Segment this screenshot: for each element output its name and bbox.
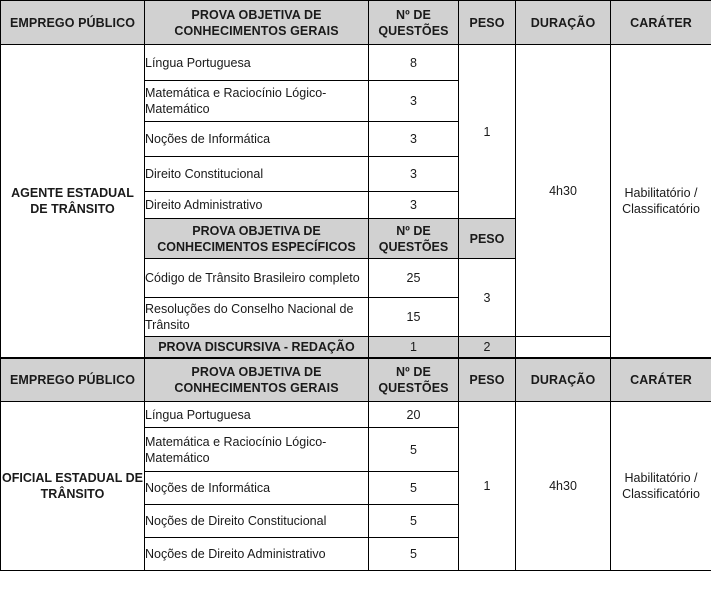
header-duracao: DURAÇÃO — [516, 1, 611, 45]
cell-questoes: 15 — [369, 298, 459, 337]
cell-questoes: 3 — [369, 81, 459, 122]
header-prova-conhecimentos-gerais: PROVA OBJETIVA DE CONHECIMENTOS GERAIS — [145, 1, 369, 45]
cell-subject: Código de Trânsito Brasileiro completo — [145, 259, 369, 298]
cell-subject: Noções de Direito Administrativo — [145, 538, 369, 571]
cell-subject: Língua Portuguesa — [145, 45, 369, 81]
cell-carater: Habilitatório / Classificatório — [611, 45, 711, 358]
cell-questoes: 5 — [369, 538, 459, 571]
cell-subject: Direito Administrativo — [145, 192, 369, 219]
table-header-row — [1, 1, 711, 45]
cell-carater: Habilitatório / Classificatório — [611, 402, 711, 571]
header-numero-questoes: Nº DE QUESTÕES — [369, 1, 459, 45]
cell-subject: Direito Constitucional — [145, 157, 369, 192]
subheader-numero-questoes: Nº DE QUESTÕES — [369, 219, 459, 259]
cell-questoes: 25 — [369, 259, 459, 298]
header-prova-conhecimentos-gerais: PROVA OBJETIVA DE CONHECIMENTOS GERAIS — [145, 359, 369, 402]
cell-discursiva-questoes: 1 — [369, 337, 459, 358]
cell-questoes: 5 — [369, 428, 459, 472]
cell-questoes: 8 — [369, 45, 459, 81]
cell-peso-gerais: 1 — [459, 45, 516, 219]
cell-discursiva-peso: 2 — [459, 337, 516, 358]
cell-questoes: 3 — [369, 192, 459, 219]
table-row — [1, 45, 711, 81]
header-peso: PESO — [459, 1, 516, 45]
cell-questoes: 20 — [369, 402, 459, 428]
cell-peso-gerais: 1 — [459, 402, 516, 571]
cell-peso-especificos: 3 — [459, 259, 516, 337]
cell-subject: Noções de Informática — [145, 472, 369, 505]
cell-questoes: 5 — [369, 472, 459, 505]
header-peso: PESO — [459, 359, 516, 402]
table-header-row — [1, 359, 711, 402]
cell-prova-discursiva-redacao: PROVA DISCURSIVA - REDAÇÃO — [145, 337, 369, 358]
cell-emprego-publico-agente: AGENTE ESTADUAL DE TRÂNSITO — [1, 45, 145, 358]
cell-questoes: 3 — [369, 122, 459, 157]
cell-duracao: 4h30 — [516, 402, 611, 571]
cell-subject: Matemática e Raciocínio Lógico-Matemático — [145, 81, 369, 122]
cell-questoes: 3 — [369, 157, 459, 192]
cell-subject: Noções de Informática — [145, 122, 369, 157]
header-carater: CARÁTER — [611, 359, 711, 402]
cell-questoes: 5 — [369, 505, 459, 538]
header-emprego-publico: EMPREGO PÚBLICO — [1, 359, 145, 402]
exam-table-block-2 — [0, 358, 711, 571]
cell-duracao: 4h30 — [516, 45, 611, 337]
cell-emprego-publico-oficial: OFICIAL ESTADUAL DE TRÂNSITO — [1, 402, 145, 571]
subheader-prova-conhecimentos-especificos: PROVA OBJETIVA DE CONHECIMENTOS ESPECÍFICOS — [145, 219, 369, 259]
header-numero-questoes: Nº DE QUESTÕES — [369, 359, 459, 402]
cell-subject: Matemática e Raciocínio Lógico-Matemático — [145, 428, 369, 472]
cell-subject: Resoluções do Conselho Nacional de Trânsito — [145, 298, 369, 337]
cell-subject: Noções de Direito Constitucional — [145, 505, 369, 538]
cell-subject: Língua Portuguesa — [145, 402, 369, 428]
subheader-peso: PESO — [459, 219, 516, 259]
header-emprego-publico: EMPREGO PÚBLICO — [1, 1, 145, 45]
table-row — [1, 402, 711, 428]
header-duracao: DURAÇÃO — [516, 359, 611, 402]
header-carater: CARÁTER — [611, 1, 711, 45]
